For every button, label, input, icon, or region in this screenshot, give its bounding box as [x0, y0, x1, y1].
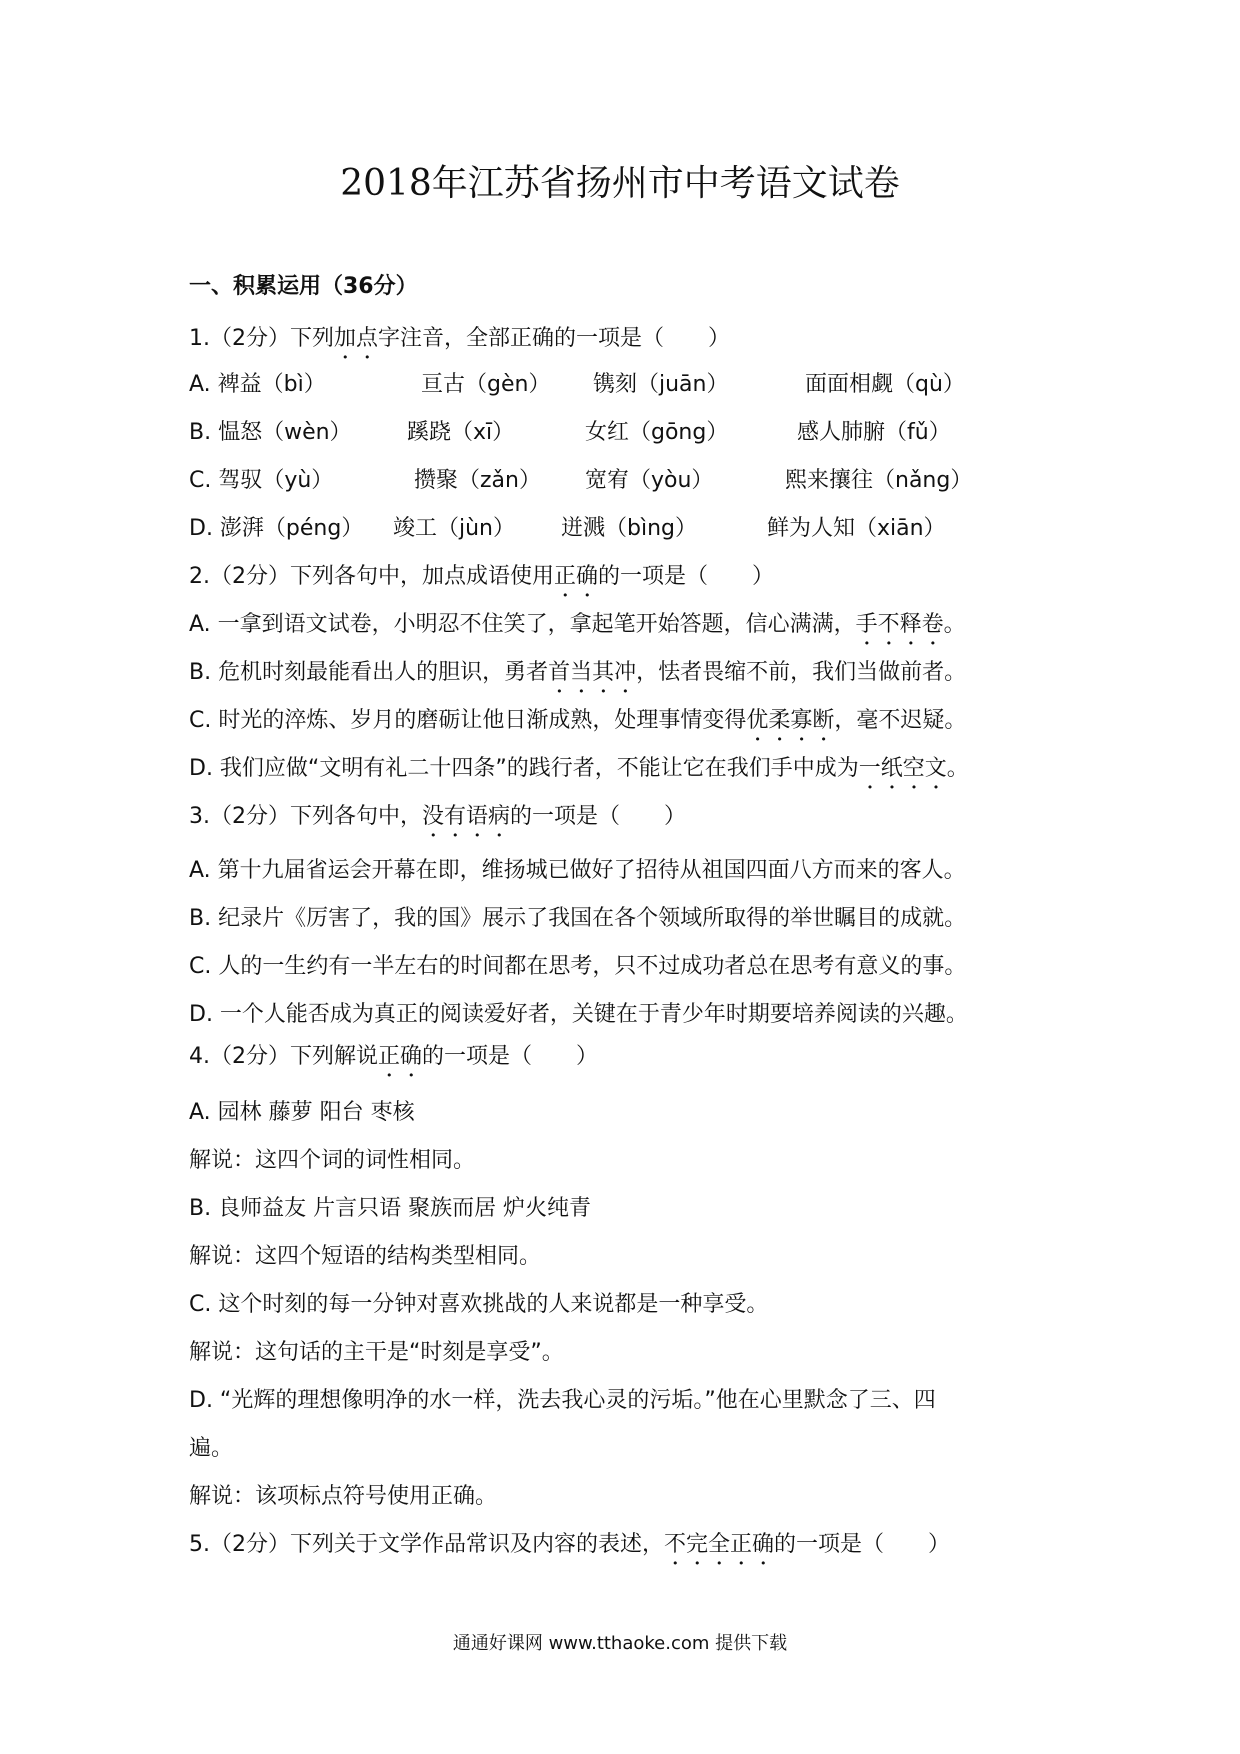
emphasis-text: 正确 [378, 1044, 423, 1069]
emphasis-text: 手不释卷 [855, 612, 944, 637]
question-3-option-c: C. 人的一生约有一半左右的时间都在思考，只不过成功者总在思考有意义的事。 [189, 954, 967, 979]
emphasis-text: 没有语病 [422, 804, 511, 829]
question-4-option-d-line-2: 遍。 [189, 1436, 234, 1461]
emphasis-text: 首当其冲 [548, 660, 637, 685]
question-4-option-d-line-1: D. “光辉的理想像明净的水一样，洗去我心灵的污垢。”他在心里默念了三、四 [189, 1388, 936, 1413]
question-4-explanation-a: 解说：这四个词的词性相同。 [189, 1148, 476, 1173]
section-heading: 一、积累运用（36分） [189, 274, 418, 299]
question-1-option-b: B. 愠怒（wèn） 蹊跷（xī） 女红（gōng） 感人肺腑（fǔ） [189, 420, 951, 445]
question-1-option-c: C. 驾驭（yù） 攒聚（zǎn） 宽宥（yòu） 熙来攘往（nǎng） [189, 468, 973, 493]
question-3-option-d: D. 一个人能否成为真正的阅读爱好者，关键在于青少年时期要培养阅读的兴趣。 [189, 1002, 968, 1027]
question-1-option-d: D. 澎湃（péng） 竣工（jùn） 迸溅（bìng） 鲜为人知（xiān） [189, 516, 946, 541]
question-4-option-c: C. 这个时刻的每一分钟对喜欢挑战的人来说都是一种享受。 [189, 1292, 769, 1317]
question-2-option-a: A. 一拿到语文试卷，小明忍不住笑了，拿起笔开始答题，信心满满，手不释卷。 [189, 612, 966, 637]
page-footer: 通通好课网 www.tthaoke.com 提供下载 [452, 1633, 788, 1654]
question-5-stem: 5.（2分）下列关于文学作品常识及内容的表述，不完全正确的一项是（ ） [189, 1532, 951, 1557]
question-4-explanation-d: 解说：该项标点符号使用正确。 [189, 1484, 498, 1509]
question-3-option-b: B. 纪录片《厉害了，我的国》展示了我国在各个领域所取得的举世瞩目的成就。 [189, 906, 967, 931]
emphasis-text: 加点 [334, 326, 379, 351]
question-3-option-a: A. 第十九届省运会开幕在即，维扬城已做好了招待从祖国四面八方而来的客人。 [189, 858, 966, 883]
question-2-stem: 2.（2分）下列各句中，加点成语使用正确的一项是（ ） [189, 564, 775, 589]
emphasis-text: 不完全正确 [664, 1532, 775, 1557]
question-4-explanation-c: 解说：这句话的主干是“时刻是享受”。 [189, 1340, 564, 1365]
question-2-option-d: D. 我们应做“文明有礼二十四条”的践行者，不能让它在我们手中成为一纸空文。 [189, 756, 969, 781]
question-4-stem: 4.（2分）下列解说正确的一项是（ ） [189, 1044, 599, 1069]
question-4-option-a: A. 园林 藤萝 阳台 枣核 [189, 1100, 415, 1125]
question-2-option-b: B. 危机时刻最能看出人的胆识，勇者首当其冲，怯者畏缩不前，我们当做前者。 [189, 660, 967, 685]
question-2-option-c: C. 时光的淬炼、岁月的磨砺让他日渐成熟，处理事情变得优柔寡断，毫不迟疑。 [189, 708, 967, 733]
emphasis-text: 正确 [554, 564, 599, 589]
question-3-stem: 3.（2分）下列各句中，没有语病的一项是（ ） [189, 804, 687, 829]
emphasis-text: 一纸空文 [858, 756, 947, 781]
question-4-option-b: B. 良师益友 片言只语 聚族而居 炉火纯青 [189, 1196, 592, 1221]
emphasis-text: 优柔寡断 [746, 708, 835, 733]
question-1-stem: 1.（2分）下列加点字注音，全部正确的一项是（ ） [189, 326, 731, 351]
page-title: 2018年江苏省扬州市中考语文试卷 [340, 163, 900, 204]
question-4-explanation-b: 解说：这四个短语的结构类型相同。 [189, 1244, 542, 1269]
question-1-option-a: A. 裨益（bì） 亘古（gèn） 镌刻（juān） 面面相觑（qù） [189, 372, 965, 397]
